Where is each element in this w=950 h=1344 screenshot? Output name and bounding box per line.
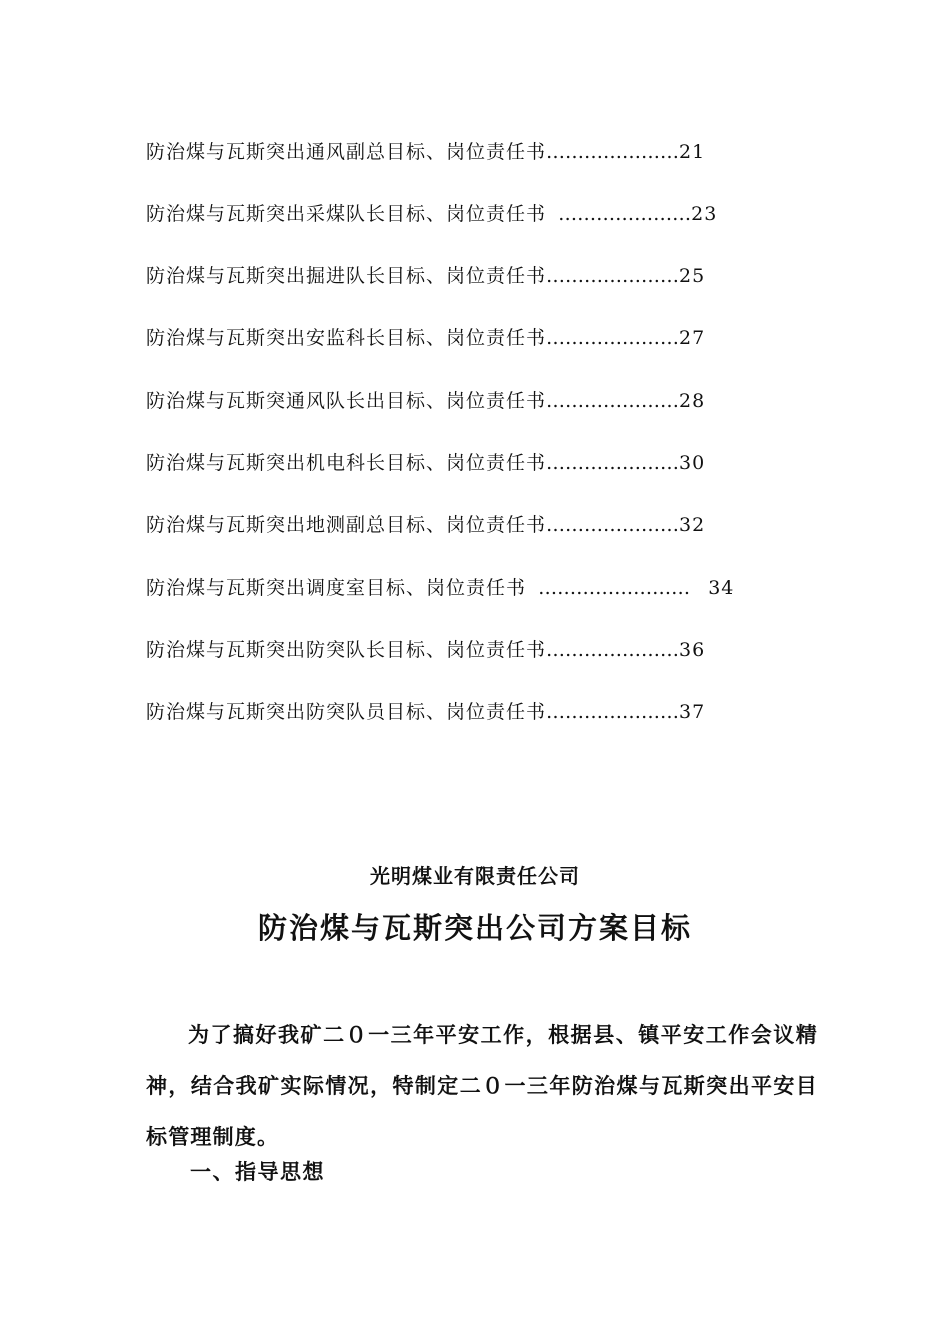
toc-entry-title: 防治煤与瓦斯突出防突队员目标、岗位责任书 xyxy=(146,701,547,723)
toc-entry[interactable] xyxy=(146,140,705,164)
document-title: 防治煤与瓦斯突出公司方案目标 xyxy=(257,911,692,945)
toc-entry-page: 30 xyxy=(679,452,706,474)
toc-entry-title: 防治煤与瓦斯突出掘进队长目标、岗位责任书 xyxy=(146,265,547,287)
toc-entry[interactable] xyxy=(146,389,705,413)
toc-entry[interactable] xyxy=(146,202,717,226)
toc-entry-title: 防治煤与瓦斯突出地测副总目标、岗位责任书 xyxy=(146,514,547,536)
toc-entry[interactable] xyxy=(146,700,705,724)
toc-entry-leader: ………………… xyxy=(546,701,680,723)
company-name: 光明煤业有限责任公司 xyxy=(370,864,580,888)
toc-entry[interactable] xyxy=(146,638,705,662)
toc-entry-title: 防治煤与瓦斯突出调度室目标、岗位责任书 xyxy=(146,577,527,599)
toc-entry-title: 防治煤与瓦斯突出采煤队长目标、岗位责任书 xyxy=(146,203,547,225)
toc-entry-page: 37 xyxy=(679,701,706,723)
toc-entry[interactable] xyxy=(146,451,705,475)
section-heading: 一、指导思想 xyxy=(190,1160,325,1184)
toc-entry-title: 防治煤与瓦斯突出通风副总目标、岗位责任书 xyxy=(146,141,547,163)
intro-paragraph: 为了搞好我矿二０一三年平安工作，根据县、镇平安工作会议精神，结合我矿实际情况，特制定二０一三年防治煤与瓦斯突出平安目标管理制度。 xyxy=(146,1023,818,1149)
toc-entry-page: 23 xyxy=(691,203,718,225)
toc-entry[interactable] xyxy=(146,576,734,600)
toc-entry-page: 21 xyxy=(679,141,706,163)
toc-entry-title: 防治煤与瓦斯突出机电科长目标、岗位责任书 xyxy=(146,452,547,474)
toc-entry-leader: ………………… xyxy=(546,639,680,661)
toc-entry-page: 34 xyxy=(708,577,735,599)
toc-entry-leader: ………………… xyxy=(546,265,680,287)
toc-entry-title: 防治煤与瓦斯突出防突队长目标、岗位责任书 xyxy=(146,639,547,661)
toc-entry-leader: ………………… xyxy=(546,514,680,536)
toc-entry-page: 32 xyxy=(679,514,706,536)
toc-entry-page: 27 xyxy=(679,327,706,349)
toc-entry-leader: ………………… xyxy=(546,141,680,163)
toc-entry-leader: ………………… xyxy=(546,327,680,349)
toc-entry-leader: …………………… xyxy=(526,577,709,599)
toc-entry-title: 防治煤与瓦斯突通风队长出目标、岗位责任书 xyxy=(146,390,547,412)
toc-entry[interactable] xyxy=(146,264,705,288)
toc-entry-leader: ………………… xyxy=(546,452,680,474)
toc-entry-leader: ………………… xyxy=(546,203,692,225)
toc-entry-leader: ………………… xyxy=(546,390,680,412)
toc-entry-page: 28 xyxy=(679,390,706,412)
toc-entry-page: 25 xyxy=(679,265,706,287)
toc-entry-page: 36 xyxy=(679,639,706,661)
toc-entry-title: 防治煤与瓦斯突出安监科长目标、岗位责任书 xyxy=(146,327,547,349)
toc-entry[interactable] xyxy=(146,513,705,537)
toc-entry[interactable] xyxy=(146,326,705,350)
